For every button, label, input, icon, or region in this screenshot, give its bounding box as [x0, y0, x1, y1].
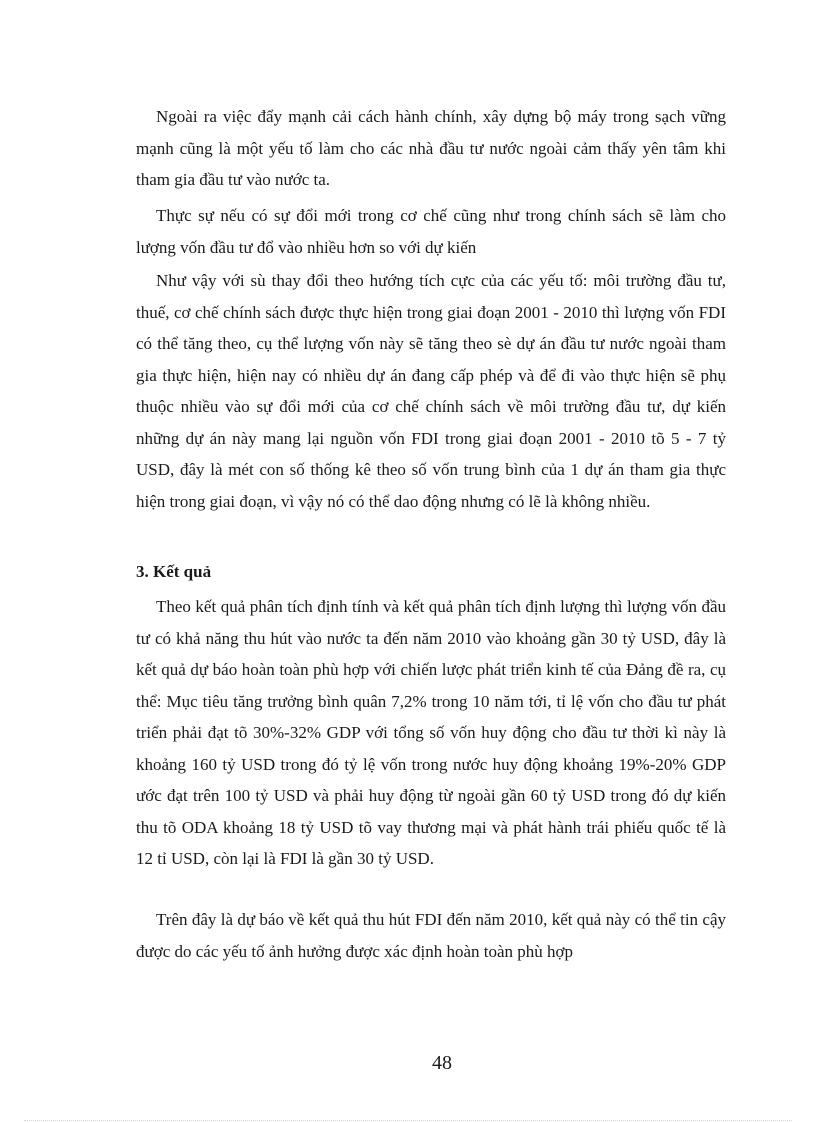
section-heading: 3. Kết quả: [136, 562, 212, 581]
paragraph-fdi-projection: Như vậy với sù thay đổi theo hướng tích cực của các yếu tố: môi trường đầu tư, thuế, cơ chế chính sách được thực hiện trong giai đoạn 2001 - 2010 thì lượng vốn FDI có thể tăng theo, cụ thể lượng vốn này sẽ tăng theo sè dự án đầu tư nước ngoài tham gia thực hiện, hiện nay có nhiều dự án đang cấp phép và để đi vào thực hiện sẽ phụ thuộc nhiều vào sự đổi mới của cơ chế chính sách về môi trường đầu tư, dự kiến những dự án này mang lại nguồn vốn FDI trong giai đoạn 2001 - 2010 tõ 5 - 7 tỷ USD, đây là mét con số thống kê theo số vốn trung bình của 1 dự án tham gia thực hiện trong giai đoạn, vì vậy nó có thể dao động nhưng có lẽ là không nhiều.: [136, 271, 726, 511]
paragraph-admin-reform: Ngoài ra việc đẩy mạnh cải cách hành chính, xây dựng bộ máy trong sạch vững mạnh cũng là một yếu tố làm cho các nhà đầu tư nước ngoài cảm thấy yên tâm khi tham gia đầu tư vào nước ta.: [136, 107, 726, 189]
paragraph-policy-renewal: Thực sự nếu có sự đổi mới trong cơ chế cũng như trong chính sách sẽ làm cho lượng vốn đầu tư đổ vào nhiều hơn so với dự kiến: [136, 206, 726, 257]
page-number: 48: [432, 1052, 452, 1074]
page-bottom-divider: [24, 1120, 792, 1121]
paragraph-results: Theo kết quả phân tích định tính và kết quả phân tích định lượng thì lượng vốn đầu tư có khả năng thu hút vào nước ta đến năm 2010 vào khoảng gần 30 tỷ USD, đây là kết quả dự báo hoàn toàn phù hợp với chiến lược phát triển kinh tế của Đảng đề ra, cụ thể: Mục tiêu tăng trưởng bình quân 7,2% trong 10 năm tới, tỉ lệ vốn cho đầu tư phát triển phải đạt tõ 30%-32% GDP với tổng số vốn huy động cho đầu tư thời kì này là khoảng 160 tỷ USD trong đó tỷ lệ vốn trong nước huy động khoảng 19%-20% GDP ước đạt trên 100 tỷ USD và phải huy động từ ngoài gần 60 tỷ USD trong đó dự kiến thu tõ ODA khoảng 18 tỷ USD tõ vay thương mại và phát hành trái phiếu quốc tế là 12 tỉ USD, còn lại là FDI là gần 30 tỷ USD.: [136, 597, 726, 868]
paragraph-forecast-summary: Trên đây là dự báo về kết quả thu hút FDI đến năm 2010, kết quả này có thể tin cậy được do các yếu tố ảnh hưởng được xác định hoàn toàn phù hợp: [136, 910, 726, 961]
